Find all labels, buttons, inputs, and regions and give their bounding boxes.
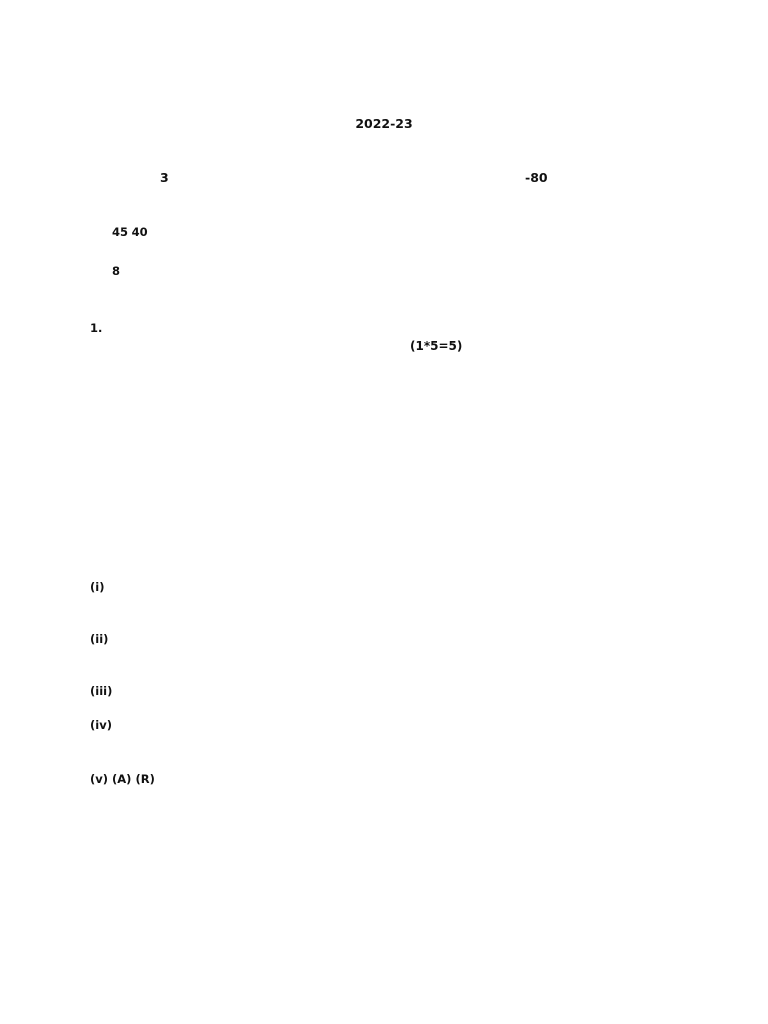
question-iv: (iv) xyxy=(90,718,112,732)
instruction-number-1: 45 xyxy=(112,225,129,239)
max-marks-value: 80 xyxy=(530,170,548,185)
question-v xyxy=(90,772,690,786)
question-ii: (ii) xyxy=(90,632,109,646)
question-i: (i) xyxy=(90,580,105,594)
time-allowed xyxy=(160,170,169,185)
instruction-line-4 xyxy=(112,264,712,278)
question-1-heading xyxy=(90,321,690,335)
assertion-label: (A) xyxy=(112,772,132,786)
reason-label: (R) xyxy=(135,772,155,786)
question-1-label: 1. xyxy=(90,321,103,335)
instruction-line-2 xyxy=(112,225,712,239)
max-marks: -80 xyxy=(525,170,548,185)
header-session-year: 2022-23 xyxy=(355,116,413,131)
header-line-2-session xyxy=(90,116,678,131)
instruction-number-3: 8 xyxy=(112,264,121,278)
instruction-number-2: 40 xyxy=(131,225,148,239)
question-1-marks: (1*5=5) xyxy=(410,339,463,353)
question-iii: (iii) xyxy=(90,684,113,698)
time-value: 3 xyxy=(160,170,169,185)
question-v-label: (v) xyxy=(90,772,109,786)
